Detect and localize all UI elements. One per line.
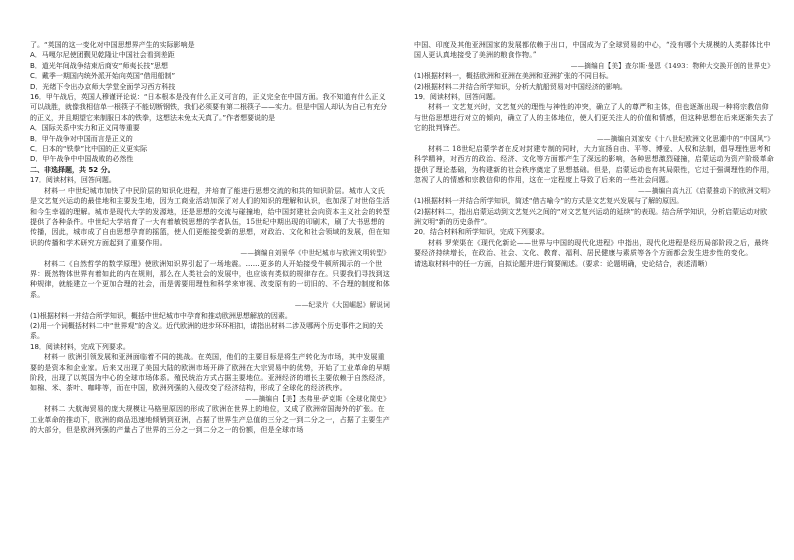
q19-material-1-source: ——摘编自刘家安《十八世纪欧洲文化思潮中的“中国风”》 <box>597 134 774 143</box>
q17-task-1: (1)根据材料一并结合所学知识，概括中世纪城市中孕育和推动欧洲思想解放的因素。 <box>30 311 292 320</box>
q17-task-2: (2)用一个词概括材料二中“世界观”的含义。近代欧洲的进步环环相扣，请指出材料二涉及哪两个历史事件之间的关系。 <box>30 321 384 341</box>
q19-material-1: 材料一 文艺复兴时，文艺复兴的理性与神性的冲突，确立了人的尊严和主体，但也逐渐出现一种将宗教信仰与世俗思想进行对立的倾向，确立了人的主体地位，使人们更关注人的价值和情感，但这种思想在后来逐渐失去了它的批判锋芒。 <box>414 103 774 133</box>
q15-option-a: A．马嘎尔尼使团觐见乾隆让中国社会看到差距 <box>30 51 175 60</box>
q20-task: 请选取材料中的任一方面，自拟论题并进行简要阐述。（要求：论题明确，史论结合，表述清晰） <box>414 259 712 268</box>
q19-material-2: 材料二 18世纪启蒙学者在反对封建专制的同时，大力宣扬自由、平等、博爱、人权和法制，倡导理性思考和科学精神，对西方的政治、经济、文化等方面都产生了深远的影响，各种思想激烈碰撞，启蒙运动为资产阶级革命提供了理论基础，为构建新的社会秩序奠定了思想基础。但是，启蒙运动也有其局限性，它过于强调理性的作用，忽视了人的情感和宗教信仰的作用，这在一定程度上导致了后来的一些社会问题。 <box>414 145 774 185</box>
q18-task-2: (2)根据材料二并结合所学知识，分析大航船贸易对中国经济的影响。 <box>414 82 627 91</box>
q19-task-1: (1)根据材料一并结合所学知识，简述“借古喻今”的方式是文艺复兴发展与了解的原因。 <box>414 197 684 206</box>
q20-material: 材料 罗荣渠在《现代化新论——世界与中国的现代化进程》中指出，现代化进程是经历局部阶段之后，最终要经济持续增长，在政治、社会、文化、教育、福利、居民健康与素质等各个方面都会发生进步性的变化。 <box>414 238 769 258</box>
right-column <box>414 40 774 269</box>
q17-material-2-source: ——纪录片《大国崛起》解说词 <box>294 301 390 310</box>
q19-material-2-source: ——摘编自高九江《启蒙推动下的欧洲文明》 <box>638 186 774 195</box>
q16-option-b: B．甲午战争对中国而言是正义的 <box>30 134 133 143</box>
q16-option-c: C．日本的“铁拳”比中国的正义更实际 <box>30 145 148 154</box>
q16-option-a: A．国际关系中实力和正义同等重要 <box>30 124 140 133</box>
q16-stem: 16．甲午战后，英国人穆谨评论说：“日本根本是没有什么正义可言的，正义完全在中国方面。我不知道有什么正义可以战胜，就像我相信单一根筷子不能切断钢铁，我们必须要有第二根筷子——实力。但是中国人却认为自己有充分的正义，并且期望它来制服日本的铁拳，这想法未免太天真了。”作者想要说的是 <box>30 93 387 122</box>
q17-material-1-source: ——摘编自刘景华《中世纪城市与欧洲文明转型》 <box>240 249 390 258</box>
q18-material-2-source: ——摘编自【美】查尔斯·曼恩《1493：物种大交换开创的世界史》 <box>570 61 774 70</box>
q16-option-d: D．甲午战争中中国战败的必然性 <box>30 155 134 164</box>
q19-title: 19．阅读材料，回答问题。 <box>414 93 500 102</box>
q15-option-d: D．光绪下令出办京师大学堂全面学习西方科技 <box>30 82 176 91</box>
q17-title: 17．阅读材料，回答问题。 <box>30 176 116 185</box>
q18-material-1-source: ——摘编自【美】杰弗里·萨克斯《全球化简史》 <box>245 394 390 403</box>
q15-stem: 了。“英国的这一变化对中国思想界产生的实际影响是 <box>30 41 195 49</box>
q18-title: 18．阅读材料，完成下列要求。 <box>30 342 130 351</box>
q19-task-2: (2)据材料二，指出启蒙运动到文艺复兴之间的“对文艺复兴运动的延续”的表现。结合所学知识，分析启蒙运动对欧洲文明“新的历史条件”。 <box>414 207 768 226</box>
q17-material-2: 材料二《自然哲学的数学原理》使欧洲知识界引起了一场地震。……更多的人开始接受牛顿所揭示的一个世界：既然物体世界有着如此的内在规则，那么在人类社会的发展中，也应该有类似的规律存在。只要我们寻找到这种规律，就能建立一个更加合理的社会，而是需要用理性和科学来审视、改变原有的一切旧的、不合理的制度和体系。 <box>30 259 390 299</box>
q18-material-2: 材料二 大航海贸易的庞大规模让马格里原因的形成了欧洲在世界上的地位，又成了欧洲帝国海外的扩张。在工业革命的推动下，欧洲的商品迅速地倾销到亚洲，占据了世界生产总值的三分之一到二分之一，占据了主要生产的大部分，但是欧洲列强的产量占了世界的三分之一到二分之一的份额，但是全球市场 <box>30 405 390 435</box>
q17-material-1: 材料一 中世纪城市加快了中民阶层的知识化进程，并培育了能进行思想交流的和共的知识阶层。城市人文氏是文艺复兴运动的最佳地和主要发生地，因为工商业活动加深了对人们的知识的理解和认识，也加深了对世俗生活和今生幸福的理解。城市是现代大学的发源地，还是思想的交流与碰撞地，给中国封建社会向资本主义社会的转型提供了各种条件。中世纪大学培育了一大有着敏锐思想的学者队伍，15世纪中期出现的印刷术，刷了大书思想的传播，因此，城市成了自由思想孕育的摇篮，使人们更能接受新的思想，对政治、文化和社会领域的发展，但在知识的传播和学术研究方面起到了重要作用。 <box>30 186 390 247</box>
q18-material-2-continued: 中国、印度及其他亚洲国家的发展都依赖于出口，中国成为了全球贸易的中心，“没有哪个大规模的人类群体比中国人更认真地接受了美洲的粮食作物。” <box>414 41 771 60</box>
left-column <box>30 40 390 435</box>
q18-task-1: (1)根据材料一，概括欧洲和亚洲在美洲和亚洲扩张的不同目标。 <box>414 72 613 81</box>
q15-option-c: C．戴季一期国内统外派开始向英国“借用船制” <box>30 72 176 81</box>
q20-title: 20．结合材料和所学知识，完成下列要求。 <box>414 228 549 237</box>
q15-option-b: B．道光年间战争结束后商安“师夷长技”思想 <box>30 61 169 70</box>
q18-material-1: 材料一 欧洲引领发展和亚洲面临着不同的挑战。在英国，他们的主要目标是将生产转化为市场，其中发展重要的是资本和企业家。后来又出现了美国大陆的欧洲市场开辟了欧洲在大宗贸易中的优势，开始了工业革命的早期阶段，出现了以英国为中心的全球市场体系。殖民统治方式占据主要地位。亚洲经济的增长主要依赖于自然经济，如棉、米、茶叶、咖啡等，而在中国，欧洲列强的入侵改变了经济结构，形成了全球化的经济秩序。 <box>30 353 390 393</box>
section-2-title: 二、非选择题，共 52 分。 <box>30 165 115 174</box>
